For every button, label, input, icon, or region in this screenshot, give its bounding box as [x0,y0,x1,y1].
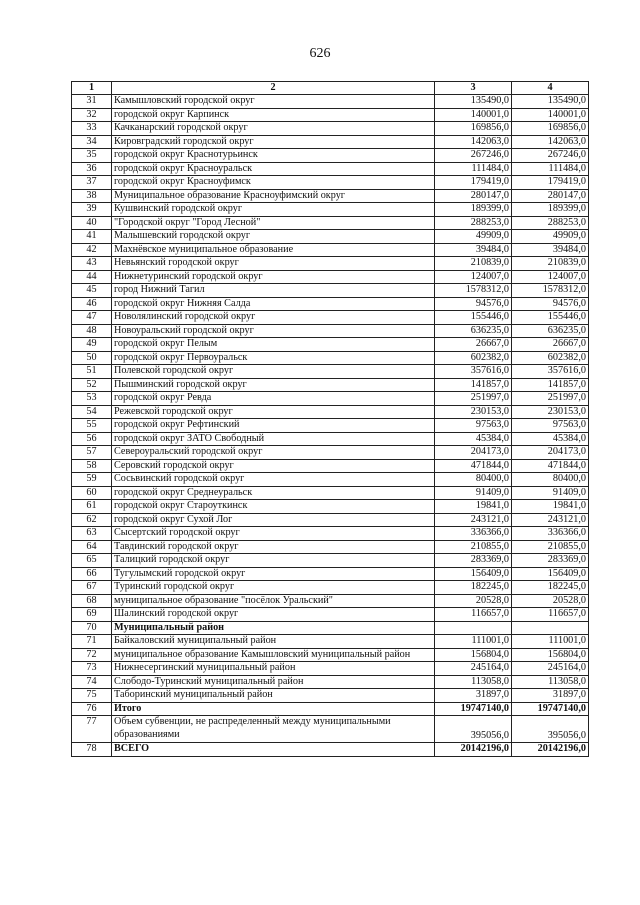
row-number: 40 [72,216,112,230]
municipality-name: Сысертский городской округ [112,527,435,541]
value-col-3: 80400,0 [435,473,512,487]
municipality-name: городской округ Сухой Лог [112,513,435,527]
value-col-3: 39484,0 [435,243,512,257]
municipality-name: городской округ ЗАТО Свободный [112,432,435,446]
row-number: 47 [72,311,112,325]
value-col-4: 20528,0 [512,594,589,608]
value-col-3: 602382,0 [435,351,512,365]
table-row [72,378,589,392]
value-col-3: 251997,0 [435,392,512,406]
value-col-4: 111484,0 [512,162,589,176]
value-col-3: 19841,0 [435,500,512,514]
value-col-4: 169856,0 [512,122,589,136]
header-col-1: 1 [72,82,112,95]
municipality-name: Туринский городской округ [112,581,435,595]
row-number: 57 [72,446,112,460]
row-number: 76 [72,702,112,716]
value-col-4: 26667,0 [512,338,589,352]
table-row [72,203,589,217]
page-number: 626 [309,46,331,61]
row-number: 58 [72,459,112,473]
municipality-name: Махнёвское муниципальное образование [112,243,435,257]
table-body [72,95,589,757]
value-col-4: 19747140,0 [512,702,589,716]
value-col-3: 156409,0 [435,567,512,581]
municipality-name: Камышловский городской округ [112,95,435,109]
table-row [72,635,589,649]
header-col-3: 3 [435,82,512,95]
value-col-4: 116657,0 [512,608,589,622]
municipality-name: Шалинский городской округ [112,608,435,622]
row-number: 62 [72,513,112,527]
row-number: 67 [72,581,112,595]
table-row [72,189,589,203]
row-number: 54 [72,405,112,419]
table-row [72,473,589,487]
value-col-4: 336366,0 [512,527,589,541]
value-col-4: 155446,0 [512,311,589,325]
value-col-3: 94576,0 [435,297,512,311]
row-number: 61 [72,500,112,514]
value-col-4: 182245,0 [512,581,589,595]
value-col-4: 602382,0 [512,351,589,365]
value-col-3: 1578312,0 [435,284,512,298]
municipality-name: городской округ Ревда [112,392,435,406]
value-col-4: 124007,0 [512,270,589,284]
value-col-3: 636235,0 [435,324,512,338]
row-number: 69 [72,608,112,622]
municipality-name: городской округ Староуткинск [112,500,435,514]
value-col-4: 471844,0 [512,459,589,473]
table-row [72,257,589,271]
row-number: 34 [72,135,112,149]
value-col-4: 189399,0 [512,203,589,217]
row-number: 70 [72,621,112,635]
municipality-name: "Городской округ "Город Лесной" [112,216,435,230]
value-col-3: 20142196,0 [435,743,512,757]
value-col-3: 91409,0 [435,486,512,500]
value-col-3: 395056,0 [435,716,512,743]
table-row [72,351,589,365]
table-header-row [72,82,589,95]
table-row [72,527,589,541]
value-col-4: 111001,0 [512,635,589,649]
municipality-name: город Нижний Тагил [112,284,435,298]
table-row [72,108,589,122]
row-number: 77 [72,716,112,743]
value-col-4: 80400,0 [512,473,589,487]
value-col-3: 283369,0 [435,554,512,568]
row-number: 51 [72,365,112,379]
row-number: 65 [72,554,112,568]
row-number: 56 [72,432,112,446]
table-row [72,743,589,757]
municipality-name: городской округ Среднеуральск [112,486,435,500]
municipality-name: Малышевский городской округ [112,230,435,244]
value-col-4: 45384,0 [512,432,589,446]
municipality-name: Полевской городской округ [112,365,435,379]
row-number: 52 [72,378,112,392]
row-number: 42 [72,243,112,257]
row-number: 75 [72,689,112,703]
table-row [72,122,589,136]
value-col-3: 280147,0 [435,189,512,203]
row-number: 53 [72,392,112,406]
row-number: 74 [72,675,112,689]
value-col-4: 94576,0 [512,297,589,311]
value-col-3: 189399,0 [435,203,512,217]
row-number: 66 [72,567,112,581]
value-col-4: 1578312,0 [512,284,589,298]
value-col-3: 267246,0 [435,149,512,163]
row-number: 46 [72,297,112,311]
municipality-name: Невьянский городской округ [112,257,435,271]
municipality-name: Нижнетуринский городской округ [112,270,435,284]
value-col-4: 97563,0 [512,419,589,433]
value-col-3: 155446,0 [435,311,512,325]
municipality-name: Слободо-Туринский муниципальный район [112,675,435,689]
municipality-name: Режевской городской округ [112,405,435,419]
value-col-3: 245164,0 [435,662,512,676]
municipality-name: Пышминский городской округ [112,378,435,392]
municipality-name: Таборинский муниципальный район [112,689,435,703]
table-row [72,702,589,716]
value-col-3: 288253,0 [435,216,512,230]
municipality-name: Тугулымский городской округ [112,567,435,581]
municipality-name: муниципальное образование "посёлок Уральский" [112,594,435,608]
municipality-name: Объем субвенции, не распределенный между муниципальными образованиями [112,716,435,743]
value-col-3: 111484,0 [435,162,512,176]
row-number: 36 [72,162,112,176]
table-row [72,621,589,635]
table-row [72,162,589,176]
row-number: 32 [72,108,112,122]
table-row [72,419,589,433]
header-col-4: 4 [512,82,589,95]
value-col-3: 124007,0 [435,270,512,284]
municipality-name: городской округ Краснотурьинск [112,149,435,163]
value-col-4: 39484,0 [512,243,589,257]
table-row [72,648,589,662]
row-number: 63 [72,527,112,541]
value-col-4: 267246,0 [512,149,589,163]
value-col-4: 156409,0 [512,567,589,581]
table-row [72,540,589,554]
value-col-4: 210855,0 [512,540,589,554]
row-number: 39 [72,203,112,217]
municipality-name: Муниципальное образование Красноуфимский округ [112,189,435,203]
table-row [72,716,589,743]
table-row [72,662,589,676]
municipality-name: городской округ Рефтинский [112,419,435,433]
municipality-name: городской округ Красноуфимск [112,176,435,190]
municipality-name: Новолялинский городской округ [112,311,435,325]
value-col-3: 111001,0 [435,635,512,649]
value-col-3: 182245,0 [435,581,512,595]
table-row [72,392,589,406]
value-col-3: 135490,0 [435,95,512,109]
table-row [72,149,589,163]
row-number: 73 [72,662,112,676]
value-col-3: 26667,0 [435,338,512,352]
municipality-name: городской округ Пелым [112,338,435,352]
table-row [72,176,589,190]
subsidy-table [71,81,589,757]
value-col-4: 31897,0 [512,689,589,703]
row-number: 31 [72,95,112,109]
value-col-4: 636235,0 [512,324,589,338]
table-row [72,446,589,460]
table-row [72,432,589,446]
row-number: 49 [72,338,112,352]
municipality-name: Кировградский городской округ [112,135,435,149]
value-col-3: 243121,0 [435,513,512,527]
table-row [72,230,589,244]
table-row [72,500,589,514]
table-row [72,324,589,338]
municipality-name: Нижнесергинский муниципальный район [112,662,435,676]
row-number: 37 [72,176,112,190]
municipality-name: Итого [112,702,435,716]
row-number: 33 [72,122,112,136]
municipality-name: городской округ Красноуральск [112,162,435,176]
table-row [72,513,589,527]
table-row [72,311,589,325]
value-col-4: 141857,0 [512,378,589,392]
value-col-4: 243121,0 [512,513,589,527]
value-col-4: 179419,0 [512,176,589,190]
row-number: 68 [72,594,112,608]
municipality-name: Байкаловский муниципальный район [112,635,435,649]
municipality-name: городской округ Нижняя Салда [112,297,435,311]
row-number: 71 [72,635,112,649]
value-col-3: 140001,0 [435,108,512,122]
table-row [72,297,589,311]
table-row [72,270,589,284]
value-col-4: 357616,0 [512,365,589,379]
row-number: 78 [72,743,112,757]
value-col-3: 97563,0 [435,419,512,433]
value-col-3: 336366,0 [435,527,512,541]
value-col-4: 140001,0 [512,108,589,122]
table-row [72,135,589,149]
municipality-name: Тавдинский городской округ [112,540,435,554]
table-row [72,567,589,581]
table-row [72,216,589,230]
value-col-3: 179419,0 [435,176,512,190]
value-col-3 [435,621,512,635]
value-col-4: 19841,0 [512,500,589,514]
municipality-name: Качканарский городской округ [112,122,435,136]
value-col-3: 210839,0 [435,257,512,271]
value-col-4: 91409,0 [512,486,589,500]
value-col-3: 142063,0 [435,135,512,149]
value-col-4: 142063,0 [512,135,589,149]
table-row [72,459,589,473]
value-col-3: 471844,0 [435,459,512,473]
municipality-name: Новоуральский городской округ [112,324,435,338]
municipality-name: Муниципальный район [112,621,435,635]
value-col-4: 113058,0 [512,675,589,689]
table-row [72,689,589,703]
row-number: 55 [72,419,112,433]
value-col-3: 230153,0 [435,405,512,419]
municipality-name: Талицкий городской округ [112,554,435,568]
row-number: 35 [72,149,112,163]
row-number: 38 [72,189,112,203]
value-col-4: 204173,0 [512,446,589,460]
value-col-4: 280147,0 [512,189,589,203]
municipality-name: городской округ Первоуральск [112,351,435,365]
table-row [72,405,589,419]
row-number: 50 [72,351,112,365]
value-col-3: 31897,0 [435,689,512,703]
table-row [72,675,589,689]
value-col-3: 169856,0 [435,122,512,136]
row-number: 45 [72,284,112,298]
value-col-4: 283369,0 [512,554,589,568]
row-number: 60 [72,486,112,500]
header-col-2: 2 [112,82,435,95]
table-row [72,486,589,500]
value-col-4: 20142196,0 [512,743,589,757]
row-number: 59 [72,473,112,487]
municipality-name: Кушвинский городской округ [112,203,435,217]
table-row [72,284,589,298]
value-col-3: 156804,0 [435,648,512,662]
table-row [72,243,589,257]
table-row [72,594,589,608]
row-number: 43 [72,257,112,271]
municipality-name: Серовский городской округ [112,459,435,473]
row-number: 48 [72,324,112,338]
value-col-4: 49909,0 [512,230,589,244]
value-col-4: 230153,0 [512,405,589,419]
value-col-3: 210855,0 [435,540,512,554]
value-col-4: 288253,0 [512,216,589,230]
value-col-4: 156804,0 [512,648,589,662]
value-col-4: 210839,0 [512,257,589,271]
table-row [72,608,589,622]
value-col-3: 45384,0 [435,432,512,446]
value-col-3: 357616,0 [435,365,512,379]
municipality-name: Сосьвинский городской округ [112,473,435,487]
row-number: 44 [72,270,112,284]
value-col-4: 135490,0 [512,95,589,109]
value-col-3: 20528,0 [435,594,512,608]
value-col-3: 113058,0 [435,675,512,689]
value-col-3: 19747140,0 [435,702,512,716]
table-row [72,365,589,379]
row-number: 64 [72,540,112,554]
table-row [72,95,589,109]
table-row [72,581,589,595]
value-col-4 [512,621,589,635]
value-col-3: 141857,0 [435,378,512,392]
value-col-3: 204173,0 [435,446,512,460]
row-number: 72 [72,648,112,662]
municipality-name: городской округ Карпинск [112,108,435,122]
value-col-4: 395056,0 [512,716,589,743]
value-col-3: 116657,0 [435,608,512,622]
table-row [72,554,589,568]
municipality-name: ВСЕГО [112,743,435,757]
value-col-4: 245164,0 [512,662,589,676]
row-number: 41 [72,230,112,244]
table-row [72,338,589,352]
value-col-3: 49909,0 [435,230,512,244]
value-col-4: 251997,0 [512,392,589,406]
municipality-name: муниципальное образование Камышловский муниципальный район [112,648,435,662]
municipality-name: Североуральский городской округ [112,446,435,460]
